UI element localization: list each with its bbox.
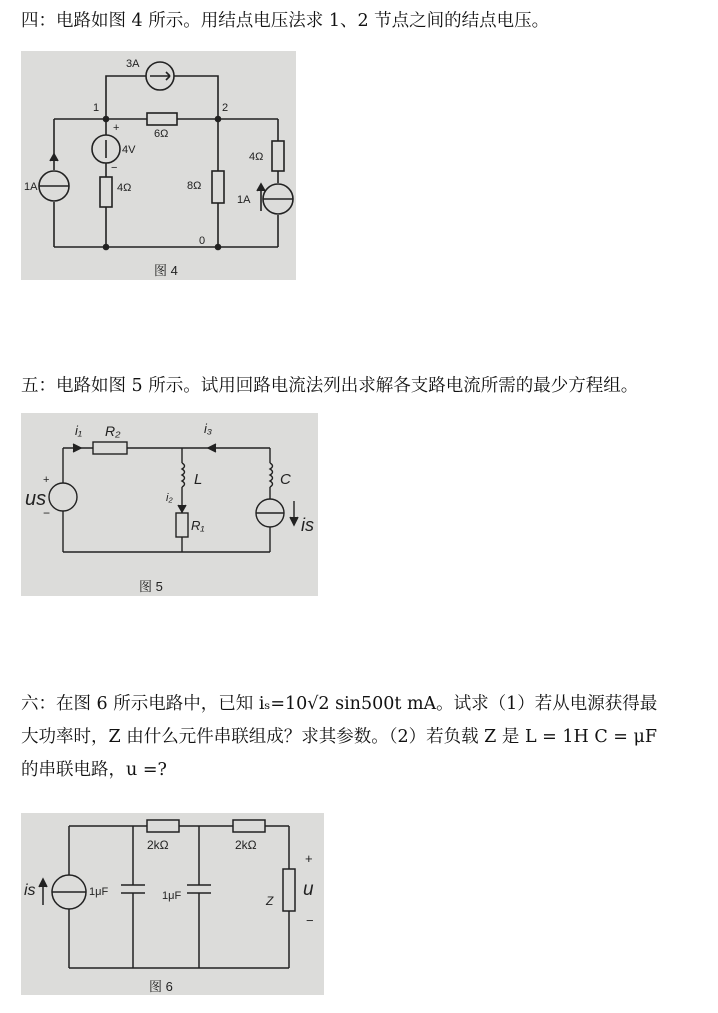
question-4-text: 四：电路如图 4 所示。用结点电压法求 1、2 节点之间的结点电压。: [21, 11, 550, 31]
fig6-label-r1: 2kΩ: [147, 838, 169, 852]
fig6-label-u: u: [303, 879, 314, 900]
fig5-label-r2: R₂: [105, 423, 121, 439]
fig6-label-c1: 1μF: [89, 886, 109, 898]
fig6-label-z: Z: [266, 894, 274, 908]
fig5-label-us: us: [25, 488, 47, 510]
fig4-label-node0: 0: [199, 235, 206, 247]
fig5-label-is: is: [301, 515, 314, 535]
fig5-label-l: L: [194, 471, 203, 488]
fig4-label-1a-right: 1A: [237, 194, 251, 206]
fig6-label-plus: +: [305, 851, 313, 866]
fig4-label-plus: +: [113, 122, 120, 134]
question-5-text: 五：电路如图 5 所示。试用回路电流法列出求解各支路电流所需的最少方程组。: [21, 376, 639, 396]
question-6-line-3: 的串联电路，u =?: [21, 760, 167, 780]
fig4-label-4ohm-b: 4Ω: [249, 151, 264, 163]
fig4-label-minus: −: [111, 162, 118, 174]
fig5-label-i1: i₁: [75, 423, 82, 438]
fig4-label-6ohm: 6Ω: [154, 128, 169, 140]
fig6-label-is: is: [24, 882, 36, 899]
fig5-label-plus: +: [43, 474, 50, 486]
figure-6: [21, 813, 324, 995]
figure-4: [21, 51, 296, 280]
question-6-line-2: 大功率时，Z 由什么元件串联组成？求其参数。（2）若负载 Z 是 L = 1H C = μF: [21, 727, 658, 747]
fig4-label-node1: 1: [93, 102, 100, 114]
fig5-label-r1: R₁: [191, 518, 205, 533]
fig4-label-1a-left: 1A: [24, 181, 38, 193]
fig6-label-minus: −: [306, 913, 314, 928]
fig5-caption: 图 5: [139, 579, 163, 594]
fig4-label-node2: 2: [222, 102, 229, 114]
fig5-label-i2: i₂: [166, 492, 173, 504]
fig5-label-minus: −: [43, 506, 51, 520]
question-6-text: [21, 688, 691, 787]
fig5-label-i3: i₃: [204, 421, 213, 436]
fig5-label-c: C: [280, 471, 291, 488]
fig4-label-3a: 3A: [126, 58, 140, 70]
fig6-label-c2: 1μF: [162, 890, 182, 902]
fig4-label-8ohm: 8Ω: [187, 180, 202, 192]
figure-5: [21, 413, 318, 596]
fig4-label-4ohm-a: 4Ω: [117, 182, 132, 194]
fig6-caption: 图 6: [149, 979, 173, 994]
fig6-label-r2: 2kΩ: [235, 838, 257, 852]
fig4-caption: 图 4: [154, 263, 178, 278]
question-6-line-1: 六：在图 6 所示电路中，已知 iₛ=10√2 sin500t mA。试求（1）若从电源获得最: [21, 694, 658, 714]
fig4-label-4v: 4V: [122, 144, 136, 156]
